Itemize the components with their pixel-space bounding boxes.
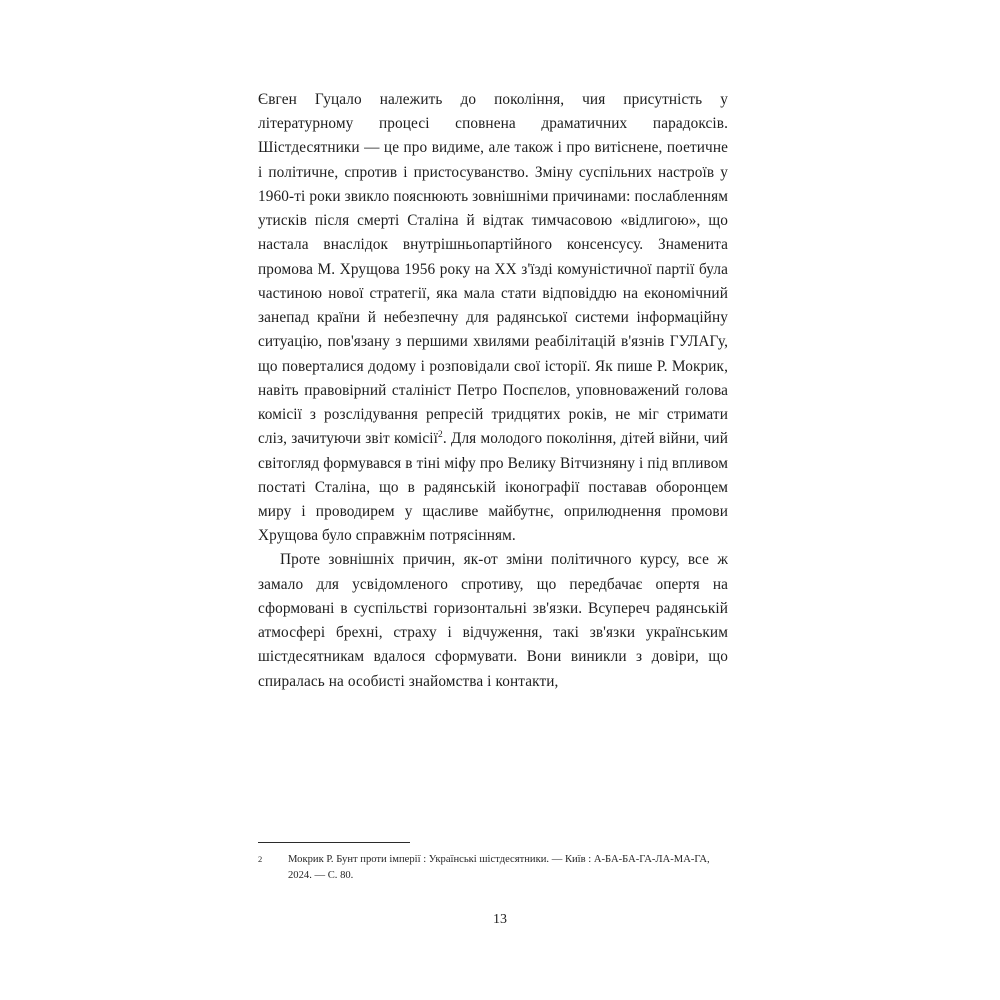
footnote-item: [258, 852, 728, 884]
footnote-marker: 2: [258, 854, 263, 864]
paragraph-1-text: Євген Гуцало належить до покоління, чия присутність у літературному процесі сповнена драматичних парадоксів. Шістдесятники — це про видиме, але також і про витіснене, поетичне і політичне, спротив і пристосуванство. Зміну суспільних настроїв у 1960-ті роки звикло пояснюють зовнішніми причинами: послабленням утисків після смерті Сталіна й відтак тимчасовою «відлигою», що настала внаслідок внутрішньопартійного консенсусу. Знаменита промова М. Хрущова 1956 року на ХХ з'їзді комуністичної партії була частиною нової стратегії, яка мала стати відповіддю на економічний занепад країни й небезпечну для радянської системи інформаційну ситуацію, пов'язану з першими хвилями реабілітацій в'язнів ГУЛАГу, що поверталися додому і розповідали свої історії. Як пише Р. Мокрик, навіть правовірний сталініст Петро Поспєлов, уповноважений голова комісії з розслідування репресій тридцятих років, не міг стримати сліз, зачитуючи звіт комісії: [258, 91, 728, 448]
footnote-divider: [258, 842, 410, 843]
page-number: 13: [493, 912, 507, 927]
footnote-reference-2[interactable]: 2: [437, 430, 443, 441]
paragraph-2: Проте зовнішніх причин, як-от зміни політичного курсу, все ж замало для усвідомленого спротиву, що передбачає опертя на сформовані в суспільстві горизонтальні зв'язки. Всупереч радянській атмосфері брехні, страху і відчуження, такі зв'язки українським шістдесятникам вдалося сформувати. Вони виникли з довіри, що спиралась на особисті знайомства і контакти,: [258, 551, 728, 690]
paragraph-1-tail: . Для молодого покоління, дітей війни, чий світогляд формувався в тіні міфу про Велику Вітчизняну і під впливом постаті Сталіна, що в радянській іконографії поставав оборонцем миру і проводирем у щасливе майбутнє, оприлюднення промови Хрущова було справжнім потрясінням.: [258, 430, 729, 545]
body-text-column: [258, 88, 728, 694]
footnote-area: [258, 842, 728, 884]
footnote-text: Мокрик Р. Бунт проти імперії : Українські шістдесятники. — Київ : А-БА-БА-ГА-ЛА-МА-ГА, 2024. — С. 80.: [288, 854, 710, 881]
paragraph-1: [258, 88, 728, 548]
